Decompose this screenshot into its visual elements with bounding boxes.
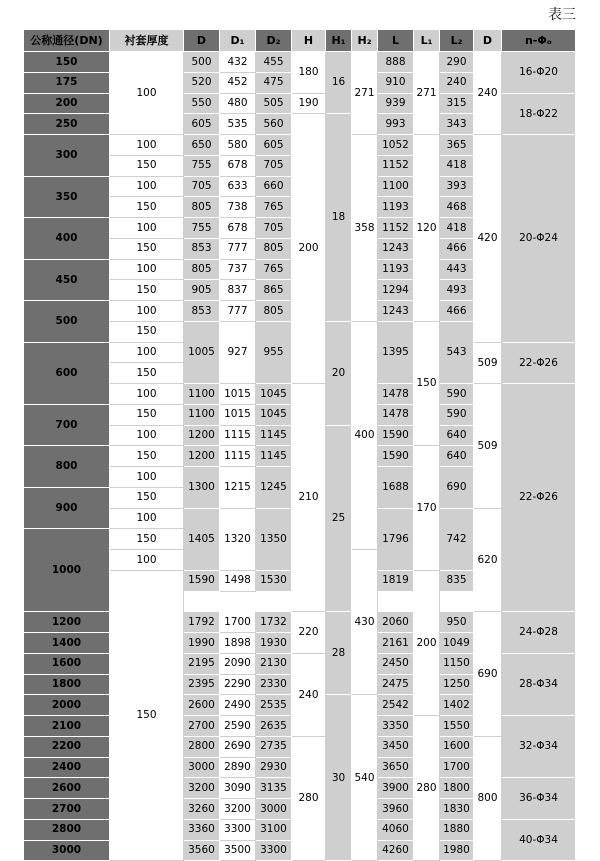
dn-cell: 250: [24, 114, 110, 135]
header-l: L: [378, 30, 414, 52]
d2-cell: 765: [256, 197, 292, 218]
d2-cell: 805: [256, 301, 292, 322]
d-right-cell: 690: [474, 612, 502, 737]
l2-cell: 1880: [440, 820, 474, 841]
l2-cell: 493: [440, 280, 474, 301]
dn-cell: 1000: [24, 529, 110, 612]
d2-cell: 475: [256, 73, 292, 94]
bolts-cell: 24-Φ28: [502, 612, 576, 654]
l2-cell: 418: [440, 218, 474, 239]
dn-cell: 1800: [24, 675, 110, 696]
d2-cell: 605: [256, 135, 292, 156]
d1-cell: 777: [220, 239, 256, 260]
d1-cell: 1015: [220, 384, 256, 405]
h-cell: 240: [292, 654, 326, 737]
bolts-cell: 40-Φ34: [502, 820, 576, 861]
d2-cell: 560: [256, 114, 292, 135]
l-cell: 1395: [378, 322, 414, 384]
d2-cell: 1530: [256, 571, 292, 592]
l-cell: 1152: [378, 156, 414, 177]
h-cell: 180: [292, 52, 326, 94]
d1-cell: 837: [220, 280, 256, 301]
d-cell: 3000: [184, 758, 220, 779]
l2-cell: 468: [440, 197, 474, 218]
d-cell: 1005: [184, 322, 220, 384]
l-cell: 1590: [378, 446, 414, 467]
d-right-cell: 800: [474, 737, 502, 861]
d-right-cell: 620: [474, 509, 502, 613]
d-cell: 650: [184, 135, 220, 156]
h1-cell: 16: [326, 52, 352, 114]
h-cell: 280: [292, 737, 326, 861]
l-cell: 1590: [378, 426, 414, 447]
d-right-cell: 420: [474, 135, 502, 343]
bolts-cell: 16-Φ20: [502, 52, 576, 94]
l2-cell: 950: [440, 612, 474, 633]
l-cell: 2060: [378, 612, 414, 633]
header-d1: D₁: [220, 30, 256, 52]
h-cell: 210: [292, 384, 326, 612]
d2-cell: 1145: [256, 426, 292, 447]
bolts-cell: 22-Φ26: [502, 384, 576, 612]
d-cell: 3260: [184, 799, 220, 820]
l2-cell: 466: [440, 239, 474, 260]
liner-cell: 150: [110, 322, 184, 343]
d-cell: 2395: [184, 675, 220, 696]
dn-cell: 900: [24, 488, 110, 530]
h1-cell: 20: [326, 322, 352, 426]
l2-cell: 742: [440, 509, 474, 571]
bolts-cell: 36-Φ34: [502, 778, 576, 820]
liner-cell: 100: [110, 52, 184, 135]
d1-cell: 3300: [220, 820, 256, 841]
header-liner: 衬套厚度: [110, 30, 184, 52]
bolts-cell: 22-Φ26: [502, 343, 576, 385]
liner-cell: 150: [110, 446, 184, 467]
header-h2: H₂: [352, 30, 378, 52]
dn-cell: 800: [24, 446, 110, 488]
liner-cell: 150: [110, 363, 184, 384]
l2-cell: 640: [440, 446, 474, 467]
l2-cell: 1250: [440, 675, 474, 696]
d1-cell: 1898: [220, 633, 256, 654]
d-cell: 805: [184, 260, 220, 281]
l-cell: 2450: [378, 654, 414, 675]
l2-cell: 343: [440, 114, 474, 135]
d-cell: 1990: [184, 633, 220, 654]
d-cell: 1200: [184, 446, 220, 467]
l1-cell: 170: [414, 446, 440, 571]
l-cell: 1796: [378, 509, 414, 571]
d-cell: 500: [184, 52, 220, 73]
d2-cell: 1145: [256, 446, 292, 467]
header-h1: H₁: [326, 30, 352, 52]
d-right-cell: 240: [474, 52, 502, 135]
d1-cell: 1498: [220, 571, 256, 592]
dn-cell: 350: [24, 177, 110, 219]
d2-cell: 505: [256, 94, 292, 115]
l-cell: 1193: [378, 260, 414, 281]
d-cell: 2700: [184, 716, 220, 737]
dn-cell: 2200: [24, 737, 110, 758]
d1-cell: 738: [220, 197, 256, 218]
liner-cell: 150: [110, 571, 184, 861]
l-cell: 3350: [378, 716, 414, 737]
bolts-cell: 32-Φ34: [502, 716, 576, 778]
l2-cell: 418: [440, 156, 474, 177]
d1-cell: 2490: [220, 695, 256, 716]
d1-cell: 1115: [220, 446, 256, 467]
d-cell: 1405: [184, 509, 220, 571]
dn-cell: 300: [24, 135, 110, 177]
l-cell: 3450: [378, 737, 414, 758]
l2-cell: 466: [440, 301, 474, 322]
dn-cell: 1400: [24, 633, 110, 654]
liner-cell: 100: [110, 218, 184, 239]
d1-cell: 2090: [220, 654, 256, 675]
d2-cell: 3300: [256, 841, 292, 861]
d2-cell: 765: [256, 260, 292, 281]
d1-cell: 452: [220, 73, 256, 94]
d2-cell: 2330: [256, 675, 292, 696]
d-cell: 550: [184, 94, 220, 115]
liner-cell: 100: [110, 550, 184, 571]
d-cell: 853: [184, 301, 220, 322]
l2-cell: 543: [440, 322, 474, 384]
header-d: D: [184, 30, 220, 52]
l-cell: 3960: [378, 799, 414, 820]
header-d-right: D: [474, 30, 502, 52]
d2-cell: 1045: [256, 405, 292, 426]
dn-cell: 3000: [24, 841, 110, 861]
l-cell: 1243: [378, 301, 414, 322]
d2-cell: 2535: [256, 695, 292, 716]
d1-cell: 678: [220, 218, 256, 239]
d-cell: 1200: [184, 426, 220, 447]
l2-cell: 1600: [440, 737, 474, 758]
l-cell: 1294: [378, 280, 414, 301]
d2-cell: 1245: [256, 467, 292, 509]
h2-cell: 271: [352, 52, 378, 135]
l-cell: 1243: [378, 239, 414, 260]
d1-cell: 3200: [220, 799, 256, 820]
liner-cell: 150: [110, 239, 184, 260]
dn-cell: 2000: [24, 695, 110, 716]
l1-cell: 120: [414, 135, 440, 322]
d1-cell: 580: [220, 135, 256, 156]
d2-cell: 455: [256, 52, 292, 73]
liner-cell: 100: [110, 467, 184, 488]
d-cell: 520: [184, 73, 220, 94]
d2-cell: 805: [256, 239, 292, 260]
l-cell: 2542: [378, 695, 414, 716]
liner-cell: 100: [110, 384, 184, 405]
d1-cell: 480: [220, 94, 256, 115]
l1-cell: 200: [414, 571, 440, 716]
dn-cell: 500: [24, 301, 110, 343]
l2-cell: 240: [440, 73, 474, 94]
d-cell: 755: [184, 156, 220, 177]
liner-cell: 100: [110, 135, 184, 156]
d-right-cell: 509: [474, 343, 502, 385]
l2-cell: 315: [440, 94, 474, 115]
l2-cell: 1150: [440, 654, 474, 675]
d1-cell: 1015: [220, 405, 256, 426]
d2-cell: 2930: [256, 758, 292, 779]
h-cell: 220: [292, 612, 326, 654]
l2-cell: 1700: [440, 758, 474, 779]
h2-cell: 358: [352, 135, 378, 322]
l-cell: 993: [378, 114, 414, 135]
d-cell: 3200: [184, 778, 220, 799]
dn-cell: 2400: [24, 758, 110, 779]
d2-cell: 1350: [256, 509, 292, 571]
d1-cell: 1215: [220, 467, 256, 509]
dn-cell: 700: [24, 405, 110, 447]
l2-cell: 290: [440, 52, 474, 73]
dn-cell: 2600: [24, 778, 110, 799]
d2-cell: 2735: [256, 737, 292, 758]
header-l2: L₂: [440, 30, 474, 52]
l2-cell: 1830: [440, 799, 474, 820]
l2-cell: 640: [440, 426, 474, 447]
liner-cell: 100: [110, 177, 184, 198]
d1-cell: 3090: [220, 778, 256, 799]
l-cell: 3900: [378, 778, 414, 799]
d-cell: 1100: [184, 405, 220, 426]
d1-cell: 927: [220, 322, 256, 384]
liner-cell: 100: [110, 509, 184, 530]
liner-cell: 100: [110, 260, 184, 281]
liner-cell: 150: [110, 405, 184, 426]
d-cell: 805: [184, 197, 220, 218]
d2-cell: 865: [256, 280, 292, 301]
l-cell: 1193: [378, 197, 414, 218]
d-cell: 905: [184, 280, 220, 301]
d-cell: 1590: [184, 571, 220, 592]
l2-cell: 1800: [440, 778, 474, 799]
d2-cell: 660: [256, 177, 292, 198]
bolts-cell: 20-Φ24: [502, 135, 576, 343]
d1-cell: 2890: [220, 758, 256, 779]
d1-cell: 633: [220, 177, 256, 198]
l1-cell: 280: [414, 716, 440, 861]
l2-cell: 443: [440, 260, 474, 281]
l2-cell: 690: [440, 467, 474, 509]
l-cell: 939: [378, 94, 414, 115]
d1-cell: 2590: [220, 716, 256, 737]
h1-cell: 25: [326, 426, 352, 613]
d2-cell: 1045: [256, 384, 292, 405]
dn-cell: 2800: [24, 820, 110, 841]
h1-cell: 18: [326, 114, 352, 322]
d2-cell: 3135: [256, 778, 292, 799]
d-cell: 1100: [184, 384, 220, 405]
table-caption: 表三: [548, 4, 576, 24]
l2-cell: 1049: [440, 633, 474, 654]
d1-cell: 777: [220, 301, 256, 322]
l2-cell: 835: [440, 571, 474, 592]
d1-cell: 2290: [220, 675, 256, 696]
bolts-cell: 18-Φ22: [502, 94, 576, 136]
d-cell: 3360: [184, 820, 220, 841]
dn-cell: 200: [24, 94, 110, 115]
d1-cell: 678: [220, 156, 256, 177]
l-cell: 2475: [378, 675, 414, 696]
l-cell: 1688: [378, 467, 414, 509]
d1-cell: 2690: [220, 737, 256, 758]
dn-cell: 150: [24, 52, 110, 73]
d2-cell: 3100: [256, 820, 292, 841]
d1-cell: 432: [220, 52, 256, 73]
d-cell: 1300: [184, 467, 220, 509]
h1-cell: 28: [326, 612, 352, 695]
header-d2: D₂: [256, 30, 292, 52]
h2-cell: 400: [352, 322, 378, 550]
liner-cell: 150: [110, 529, 184, 550]
l2-cell: 1550: [440, 716, 474, 737]
d-right-cell: 509: [474, 384, 502, 509]
d2-cell: 705: [256, 218, 292, 239]
h1-cell: 30: [326, 695, 352, 861]
l-cell: 1100: [378, 177, 414, 198]
l-cell: 1152: [378, 218, 414, 239]
d1-cell: 3500: [220, 841, 256, 861]
d2-cell: 705: [256, 156, 292, 177]
liner-cell: 150: [110, 280, 184, 301]
liner-cell: 150: [110, 156, 184, 177]
d-cell: 605: [184, 114, 220, 135]
l-cell: 910: [378, 73, 414, 94]
d1-cell: 1700: [220, 612, 256, 633]
d-cell: 853: [184, 239, 220, 260]
l-cell: 1478: [378, 405, 414, 426]
d2-cell: 2130: [256, 654, 292, 675]
header-bolts: n-Φₒ: [502, 30, 576, 52]
l2-cell: 393: [440, 177, 474, 198]
d-cell: 705: [184, 177, 220, 198]
h2-cell: 430: [352, 550, 378, 695]
liner-cell: 150: [110, 197, 184, 218]
l-cell: 1819: [378, 571, 414, 592]
dn-cell: 400: [24, 218, 110, 260]
h-cell: 200: [292, 114, 326, 384]
l1-cell: 271: [414, 52, 440, 135]
l-cell: 3650: [378, 758, 414, 779]
d1-cell: 1320: [220, 509, 256, 571]
l2-cell: 365: [440, 135, 474, 156]
l2-cell: 590: [440, 384, 474, 405]
d-cell: 1792: [184, 612, 220, 633]
dn-cell: 2100: [24, 716, 110, 737]
h2-cell: 540: [352, 695, 378, 861]
d2-cell: 955: [256, 322, 292, 384]
d-cell: 3560: [184, 841, 220, 861]
header-h: H: [292, 30, 326, 52]
l2-cell: 1402: [440, 695, 474, 716]
d2-cell: 1930: [256, 633, 292, 654]
d-cell: 2600: [184, 695, 220, 716]
dn-cell: 450: [24, 260, 110, 302]
l-cell: 2161: [378, 633, 414, 654]
l-cell: 1052: [378, 135, 414, 156]
dn-cell: 2700: [24, 799, 110, 820]
liner-cell: 100: [110, 343, 184, 364]
l2-cell: 1980: [440, 841, 474, 861]
l1-cell: 150: [414, 322, 440, 447]
l-cell: 1478: [378, 384, 414, 405]
l-cell: 4260: [378, 841, 414, 861]
d1-cell: 737: [220, 260, 256, 281]
dn-cell: 600: [24, 343, 110, 405]
d2-cell: 1732: [256, 612, 292, 633]
d1-cell: 535: [220, 114, 256, 135]
l-cell: 4060: [378, 820, 414, 841]
h-cell: 190: [292, 94, 326, 115]
d2-cell: 3000: [256, 799, 292, 820]
d-cell: 2195: [184, 654, 220, 675]
dn-cell: 175: [24, 73, 110, 94]
dn-cell: 1600: [24, 654, 110, 675]
liner-cell: 100: [110, 301, 184, 322]
d-cell: 755: [184, 218, 220, 239]
d1-cell: 1115: [220, 426, 256, 447]
header-l1: L₁: [414, 30, 440, 52]
d-cell: 2800: [184, 737, 220, 758]
d2-cell: 2635: [256, 716, 292, 737]
liner-cell: 150: [110, 488, 184, 509]
l-cell: 888: [378, 52, 414, 73]
liner-cell: 100: [110, 426, 184, 447]
header-dn: 公称通径(DN): [24, 30, 110, 52]
l2-cell: 590: [440, 405, 474, 426]
bolts-cell: 28-Φ34: [502, 654, 576, 716]
dn-cell: 1200: [24, 612, 110, 633]
